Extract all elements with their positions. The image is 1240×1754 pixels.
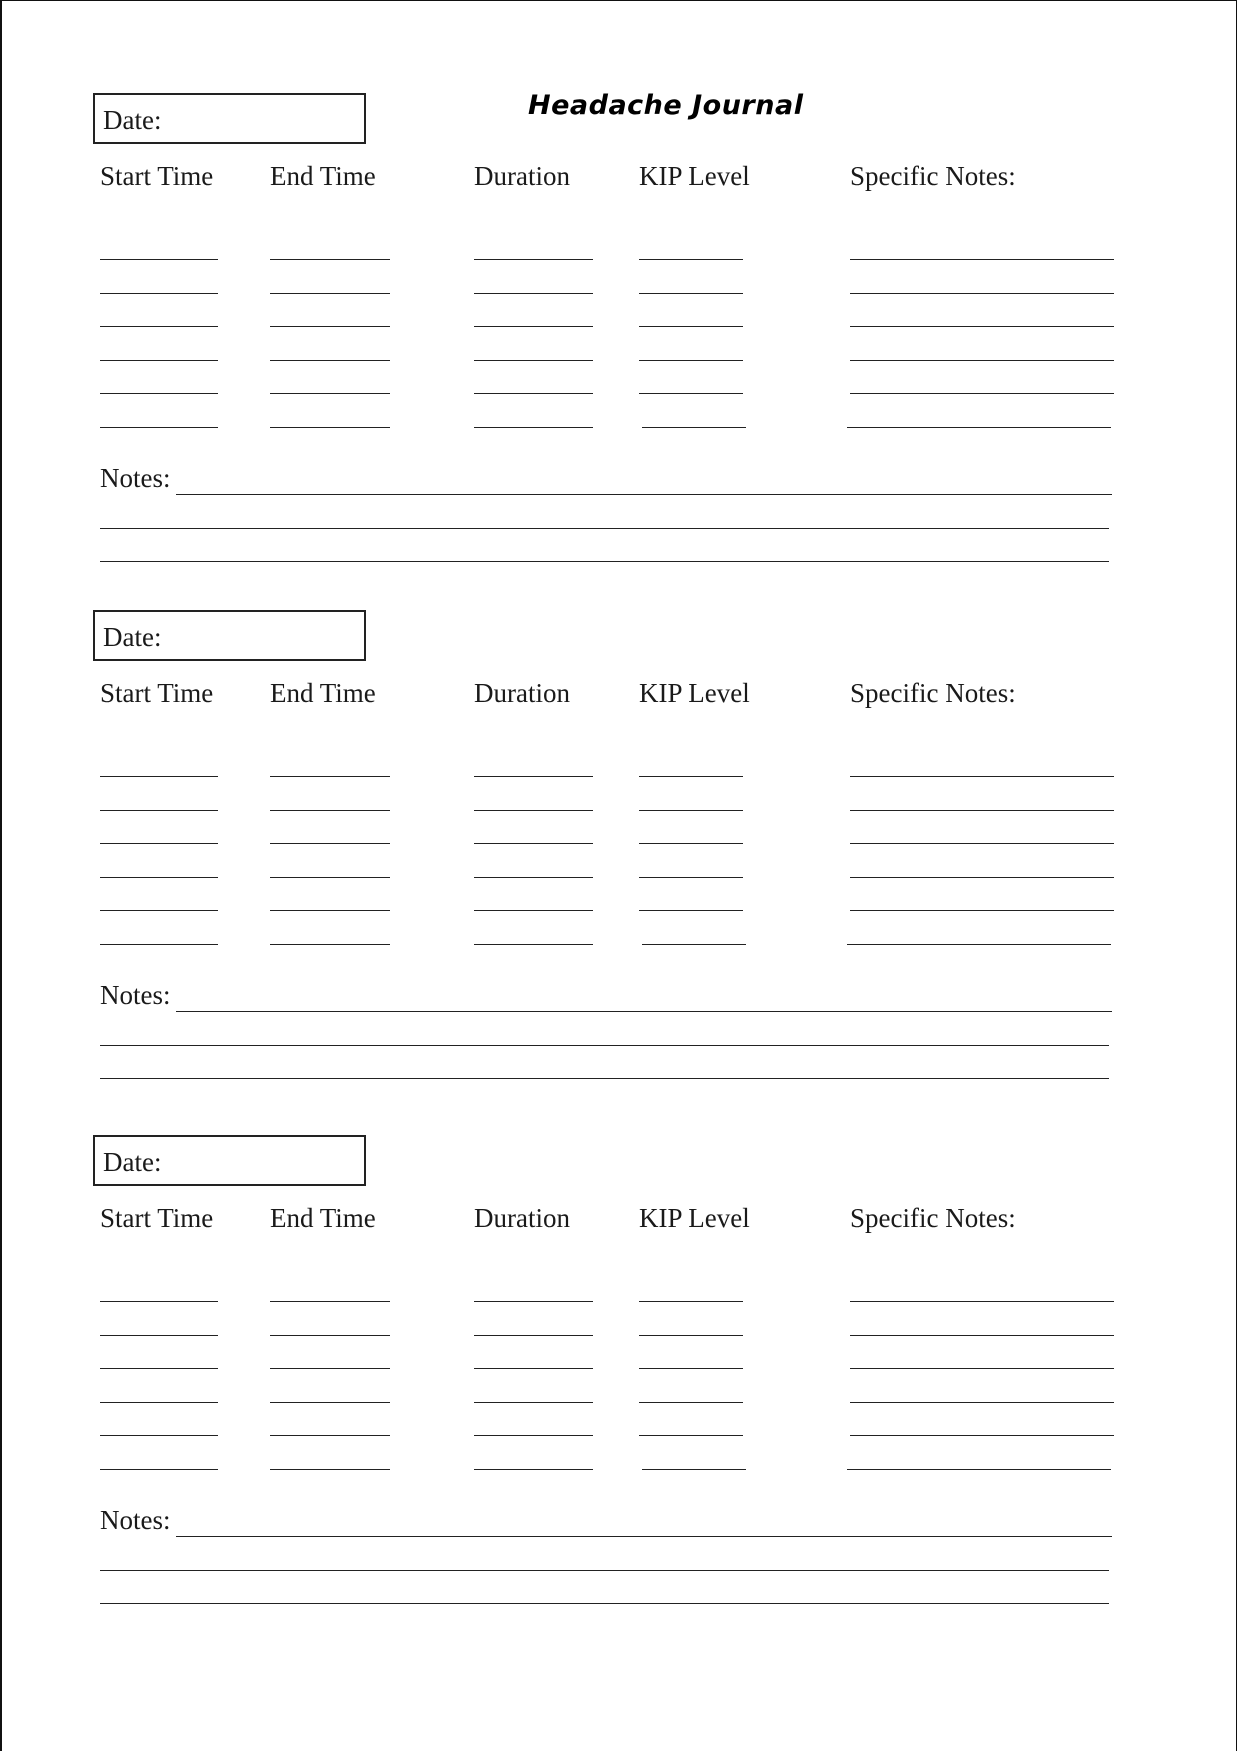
notes-label: Notes: xyxy=(100,980,171,1010)
entry-blank-line[interactable] xyxy=(100,259,218,260)
entry-blank-line[interactable] xyxy=(270,293,390,294)
entry-blank-line[interactable] xyxy=(639,1335,743,1336)
entry-blank-line[interactable] xyxy=(100,776,218,777)
notes-blank-line[interactable] xyxy=(100,1570,1109,1571)
entry-blank-line[interactable] xyxy=(270,1469,390,1470)
entry-blank-line[interactable] xyxy=(642,944,746,945)
entry-blank-line[interactable] xyxy=(474,776,593,777)
entry-blank-line[interactable] xyxy=(474,259,593,260)
entry-blank-line[interactable] xyxy=(639,810,743,811)
entry-blank-line[interactable] xyxy=(270,843,390,844)
entry-blank-line[interactable] xyxy=(474,360,593,361)
entry-blank-line[interactable] xyxy=(100,810,218,811)
date-field[interactable] xyxy=(93,610,366,661)
entry-blank-line[interactable] xyxy=(642,427,746,428)
entry-blank-line[interactable] xyxy=(474,877,593,878)
entry-blank-line[interactable] xyxy=(270,1368,390,1369)
column-header: Specific Notes: xyxy=(850,678,1016,708)
entry-blank-line[interactable] xyxy=(847,427,1111,428)
journal-section xyxy=(0,610,1240,1080)
entry-blank-line[interactable] xyxy=(270,810,390,811)
entry-blank-line[interactable] xyxy=(639,293,743,294)
entry-blank-line[interactable] xyxy=(850,1335,1114,1336)
entry-blank-line[interactable] xyxy=(850,326,1114,327)
notes-blank-line[interactable] xyxy=(100,1045,1109,1046)
entry-blank-line[interactable] xyxy=(850,293,1114,294)
column-header: KIP Level xyxy=(639,1203,750,1233)
column-header: End Time xyxy=(270,1203,376,1233)
entry-blank-line[interactable] xyxy=(474,1301,593,1302)
entry-blank-line[interactable] xyxy=(474,326,593,327)
column-header: End Time xyxy=(270,678,376,708)
entry-blank-line[interactable] xyxy=(474,393,593,394)
page-title: Headache Journal xyxy=(528,90,804,121)
entry-blank-line[interactable] xyxy=(474,944,593,945)
entry-blank-line[interactable] xyxy=(474,427,593,428)
notes-blank-line[interactable] xyxy=(100,1603,1109,1604)
entry-blank-line[interactable] xyxy=(270,776,390,777)
entry-blank-line[interactable] xyxy=(850,1402,1114,1403)
date-label: Date: xyxy=(103,105,162,135)
entry-blank-line[interactable] xyxy=(474,1368,593,1369)
column-header: End Time xyxy=(270,161,376,191)
entry-blank-line[interactable] xyxy=(639,843,743,844)
entry-blank-line[interactable] xyxy=(850,1435,1114,1436)
journal-section xyxy=(0,93,1240,563)
entry-blank-line[interactable] xyxy=(100,1368,218,1369)
date-label: Date: xyxy=(103,1147,162,1177)
entry-blank-line[interactable] xyxy=(639,1435,743,1436)
entry-blank-line[interactable] xyxy=(850,810,1114,811)
entry-blank-line[interactable] xyxy=(270,1402,390,1403)
date-label: Date: xyxy=(103,622,162,652)
entry-blank-line[interactable] xyxy=(100,1469,218,1470)
entry-blank-line[interactable] xyxy=(639,1368,743,1369)
entry-blank-line[interactable] xyxy=(850,360,1114,361)
entry-blank-line[interactable] xyxy=(474,810,593,811)
column-header: Start Time xyxy=(100,678,214,708)
notes-blank-line[interactable] xyxy=(176,1536,1112,1537)
entry-blank-line[interactable] xyxy=(270,1435,390,1436)
entry-blank-line[interactable] xyxy=(850,393,1114,394)
entry-blank-line[interactable] xyxy=(270,427,390,428)
entry-blank-line[interactable] xyxy=(474,1469,593,1470)
column-header: Start Time xyxy=(100,1203,214,1233)
entry-blank-line[interactable] xyxy=(100,1335,218,1336)
entry-blank-line[interactable] xyxy=(100,877,218,878)
notes-blank-line[interactable] xyxy=(100,561,1109,562)
entry-blank-line[interactable] xyxy=(270,877,390,878)
notes-blank-line[interactable] xyxy=(176,1011,1112,1012)
entry-blank-line[interactable] xyxy=(270,1301,390,1302)
entry-blank-line[interactable] xyxy=(474,1402,593,1403)
entry-blank-line[interactable] xyxy=(100,1402,218,1403)
column-header: Duration xyxy=(474,1203,570,1233)
entry-blank-line[interactable] xyxy=(100,843,218,844)
entry-blank-line[interactable] xyxy=(270,944,390,945)
entry-blank-line[interactable] xyxy=(639,776,743,777)
entry-blank-line[interactable] xyxy=(474,843,593,844)
column-header: Duration xyxy=(474,678,570,708)
entry-blank-line[interactable] xyxy=(850,776,1114,777)
column-header: Specific Notes: xyxy=(850,161,1016,191)
column-header: KIP Level xyxy=(639,161,750,191)
entry-blank-line[interactable] xyxy=(474,293,593,294)
entry-blank-line[interactable] xyxy=(847,1469,1111,1470)
entry-blank-line[interactable] xyxy=(270,326,390,327)
entry-blank-line[interactable] xyxy=(270,360,390,361)
entry-blank-line[interactable] xyxy=(639,1402,743,1403)
entry-blank-line[interactable] xyxy=(270,910,390,911)
entry-blank-line[interactable] xyxy=(100,293,218,294)
date-field[interactable] xyxy=(93,93,366,144)
notes-blank-line[interactable] xyxy=(176,494,1112,495)
entry-blank-line[interactable] xyxy=(850,910,1114,911)
notes-label: Notes: xyxy=(100,463,171,493)
entry-blank-line[interactable] xyxy=(100,393,218,394)
entry-blank-line[interactable] xyxy=(270,259,390,260)
date-field[interactable] xyxy=(93,1135,366,1186)
entry-blank-line[interactable] xyxy=(100,1301,218,1302)
column-header: Specific Notes: xyxy=(850,1203,1016,1233)
entry-blank-line[interactable] xyxy=(639,910,743,911)
entry-blank-line[interactable] xyxy=(639,259,743,260)
entry-blank-line[interactable] xyxy=(270,393,390,394)
journal-section xyxy=(0,1135,1240,1605)
entry-blank-line[interactable] xyxy=(850,843,1114,844)
entry-blank-line[interactable] xyxy=(270,1335,390,1336)
entry-blank-line[interactable] xyxy=(474,1335,593,1336)
entry-blank-line[interactable] xyxy=(100,1435,218,1436)
notes-blank-line[interactable] xyxy=(100,528,1109,529)
column-header: Duration xyxy=(474,161,570,191)
entry-blank-line[interactable] xyxy=(100,944,218,945)
entry-blank-line[interactable] xyxy=(850,1368,1114,1369)
entry-blank-line[interactable] xyxy=(100,360,218,361)
entry-blank-line[interactable] xyxy=(474,1435,593,1436)
column-header: Start Time xyxy=(100,161,214,191)
column-header: KIP Level xyxy=(639,678,750,708)
entry-blank-line[interactable] xyxy=(639,877,743,878)
entry-blank-line[interactable] xyxy=(100,326,218,327)
entry-blank-line[interactable] xyxy=(850,1301,1114,1302)
entry-blank-line[interactable] xyxy=(639,360,743,361)
entry-blank-line[interactable] xyxy=(639,326,743,327)
entry-blank-line[interactable] xyxy=(474,910,593,911)
notes-blank-line[interactable] xyxy=(100,1078,1109,1079)
entry-blank-line[interactable] xyxy=(639,393,743,394)
entry-blank-line[interactable] xyxy=(639,1301,743,1302)
entry-blank-line[interactable] xyxy=(100,427,218,428)
entry-blank-line[interactable] xyxy=(100,910,218,911)
entry-blank-line[interactable] xyxy=(847,944,1111,945)
notes-label: Notes: xyxy=(100,1505,171,1535)
entry-blank-line[interactable] xyxy=(850,259,1114,260)
entry-blank-line[interactable] xyxy=(850,877,1114,878)
entry-blank-line[interactable] xyxy=(642,1469,746,1470)
